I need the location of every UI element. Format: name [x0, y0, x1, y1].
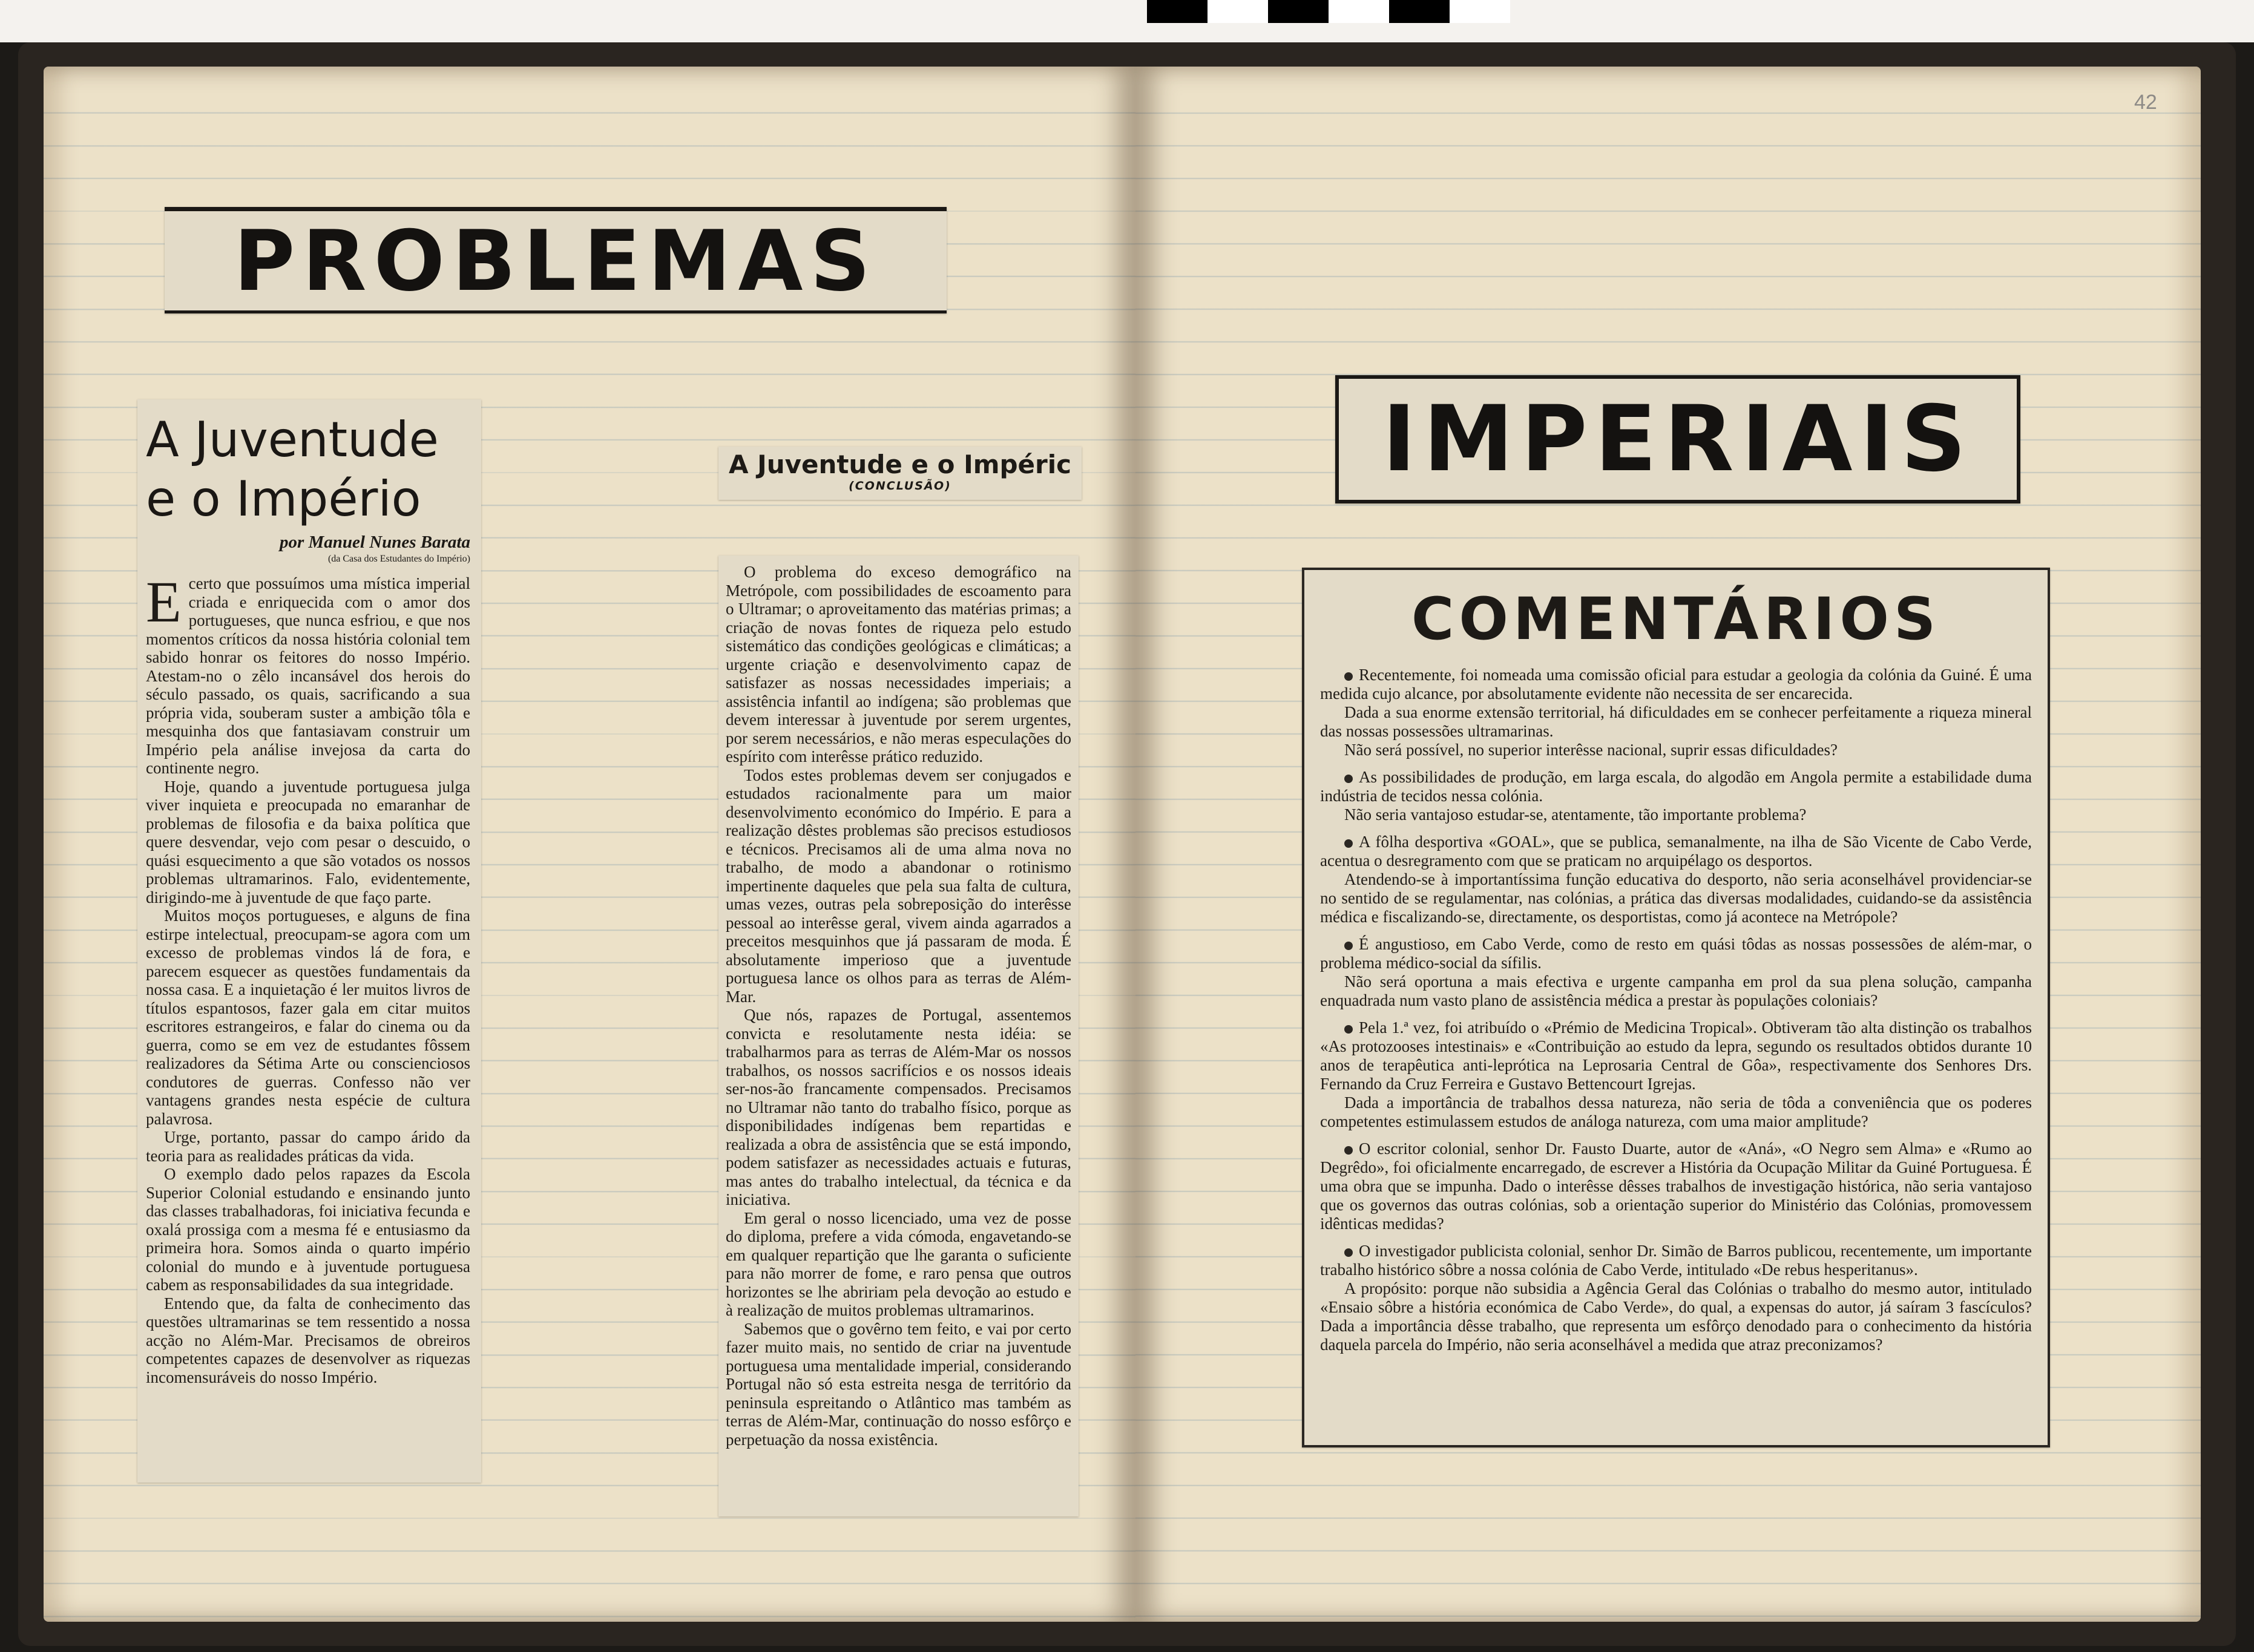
article-body	[146, 569, 470, 1386]
bullet-icon	[1344, 1025, 1353, 1034]
article-byline: por Manuel Nunes Barata	[279, 533, 470, 552]
banner-imperiais	[1335, 375, 2020, 503]
banner-problemas	[165, 207, 947, 313]
article-conclusion-header	[718, 447, 1082, 500]
bullet-icon	[1344, 1248, 1353, 1257]
banner-text: PROBLEMAS	[234, 212, 878, 310]
comment-text: Não será possível, no superior interêsse nacional, suprir essas dificuldades?	[1344, 741, 1838, 759]
conclusion-title: A Juventude e o Impéric	[728, 450, 1072, 479]
article-title	[146, 410, 470, 529]
paragraph: Todos estes problemas devem ser conjugados e estudados racionalmente para um maior desenvolvimento económico do Império. E para a realização dêstes problemas são precisos estudiosos e técnicos. Precisamos ali de uma alma nova no trabalho, de modo a abandonar o rotinismo impertinente daqueles que pela sua falta de cultura, umas vezes, outras pela sobreposição do interêsse pessoal ao interêsse geral, vivem ainda agarrados a preceitos mesquinhos que já passaram de moda. É absolutamente imperioso que a juventude portuguesa lance os olhos para as terras de Além-Mar.	[726, 765, 1071, 1006]
paragraph: Entendo que, da falta de conhecimento das questões ultramarinas se tem ressentido a nossa acção no Além-Mar. Precisamos de obreiros competentes capazes de desenvolver as riquezas incomensuráveis do nosso Império.	[146, 1294, 470, 1386]
bullet-icon	[1344, 942, 1353, 950]
paragraph: O problema do exceso demográfico na Metrópole, com possibilidades de escoamento para o Ultramar; o aproveitamento das matérias primas; a criação de novas fontes de riqueza pelo estudo sistemático das condições geológicas e climáticas; a urgente criação e desenvolvimento capaz de satisfazer as nossas necessidades imperiais; a assistência infantil ao indígena; são problemas que devem interessar à juventude por serem urgentes, por serem necessários, e não meras especulações do espírito com interêsse prático reduzido.	[726, 563, 1071, 765]
comment-item	[1320, 1139, 2032, 1233]
comment-text: Dada a sua enorme extensão territorial, há dificuldades em se conhecer perfeitamente a riqueza mineral das nossas possessões ultramarinas.	[1320, 703, 2032, 740]
scan-background-strip	[0, 0, 2254, 42]
left-page	[44, 67, 1135, 1622]
paragraph: Sabemos que o govêrno tem feito, e vai por certo fazer muito mais, no sentido de criar na juventude portuguesa uma mentalidade imperial, considerando Portugal não só esta estreita nesga de território da peninsula espreitando o Atlântico mas também as terras de Além-Mar, continuação do nosso esfôrço e perpetuação da nossa existência.	[726, 1319, 1071, 1449]
comment-item	[1320, 1242, 2032, 1354]
comment-item	[1320, 768, 2032, 824]
article-title-line1: A Juventude	[146, 411, 439, 468]
comment-text: Dada a importância de trabalhos dessa natureza, não seria de tôda a conveniência que os poderes competentes estimulassem estudos de análoga natureza, com uma maior amplitude?	[1320, 1093, 2032, 1130]
article-title-line2: e o Império	[146, 471, 421, 527]
paragraph: certo que possuímos uma mística imperial criada e enriquecida com o amor dos portugueses, que nunca esfriou, e que nos momentos críticos da nossa história colonial tem sabido honrar os feitores do nosso Império. Atestam-no o zêlo incansável dos herois do século passado, os quais, sacrificando a sua própria vida, souberam suster a ambição tôla e mesquinha dos que fantasiavam construir um Império pela análise invejosa da carta do continente negro.	[146, 574, 470, 777]
bullet-icon	[1344, 672, 1353, 681]
banner-text: IMPERIAIS	[1382, 387, 1974, 492]
comment-text: As possibilidades de produção, em larga escala, do algodão em Angola permite a estabilidade duma indústria de tecidos nessa colónia.	[1320, 768, 2032, 805]
article-juventude-imperio	[137, 399, 481, 1483]
paragraph: Urge, portanto, passar do campo árido da teoria para as realidades práticas da vida.	[146, 1128, 470, 1165]
right-page	[1135, 67, 2201, 1622]
comment-item	[1320, 935, 2032, 1010]
comment-text: Recentemente, foi nomeada uma comissão oficial para estudar a geologia da colónia da Guiné. É uma medida cujo alcance, por absolutamente evidente não necessita de ser encarecida.	[1320, 666, 2032, 703]
paragraph: O exemplo dado pelos rapazes da Escola Superior Colonial estudando e ensinando junto das classes trabalhadoras, foi iniciativa fecunda e oxalá prossiga com a mesma fé e entusiasmo da primeira hora. Somos ainda o quarto império colonial do mundo e à juventude portuguesa cabem as responsabilidades da sua integridade.	[146, 1165, 470, 1294]
conclusion-subtitle: (CONCLUSÃO)	[849, 479, 951, 493]
comment-text: A propósito: porque não subsidia a Agência Geral das Colónias o trabalho do mesmo autor, intitulado «Ensaio sôbre a história económica de Cabo Verde», do qual, a expensas do autor, já saíram 3 fascículos? Dada a importância dêsse trabalho, que representa um esfôrço denodado para o conhecimento da história daquela parcela do Império, não seria aconselhável a medida que atraz preconizamos?	[1320, 1279, 2032, 1354]
color-calibration-ruler	[1147, 0, 1510, 23]
comment-text: É angustioso, em Cabo Verde, como de resto em quási tôdas as nossas possessões de além-mar, o problema médico-social da sífilis.	[1320, 935, 2032, 972]
comment-text: A fôlha desportiva «GOAL», que se publica, semanalmente, na ilha de São Vicente de Cabo Verde, acentua o desregramento com que se praticam no arquipélago os desportos.	[1320, 833, 2032, 870]
comment-text: O escritor colonial, senhor Dr. Fausto Duarte, autor de «Aná», «O Negro sem Alma» e «Rumo ao Degrêdo», foi oficialmente encarregado, de escrever a História da Ocupação Militar da Guiné Portuguesa. É uma obra que se impunha. Dado o interêsse dêsses trabalhos de investigação histórica, não seria vantajoso que os governos das outras colónias, sob a orientação superior do Ministério das Colónias, promovessem idênticas medidas?	[1320, 1139, 2032, 1233]
bullet-icon	[1344, 775, 1353, 783]
article-conclusion-body	[718, 556, 1079, 1516]
comment-item	[1320, 666, 2032, 759]
scrapbook	[18, 42, 2236, 1646]
comment-text: Pela 1.ª vez, foi atribuído o «Prémio de Medicina Tropical». Obtiveram tão alta distinção os trabalhos «As protozooses intestinais» e «Contribuição ao estudo da lepra, segundo os resultados obtidos durante 10 anos de terapêutica anti-leprótica na Leprosaria Central de Gôa», respectivamente dos Senhores Drs. Fernando da Cruz Ferreira e Gustavo Bettencourt Igrejas.	[1320, 1018, 2032, 1093]
conclusion-body	[726, 563, 1071, 1449]
comentarios-title: COMENTÁRIOS	[1411, 585, 1941, 653]
comment-text: O investigador publicista colonial, senhor Dr. Simão de Barros publicou, recentemente, um importante trabalho histórico sôbre a nossa colónia de Cabo Verde, intitulado «De rebus hesperitanus».	[1320, 1242, 2032, 1279]
paragraph: Que nós, rapazes de Portugal, assentemos convicta e resolutamente nesta idéia: se trabalharmos para as terras de Além-Mar os nossos trabalhos, os nossos sacrifícios e os nossos ideais ser-nos-ão francamente compensados. Precisamos no Ultramar não tanto do trabalho físico, porque as disponibilidades indígenas bem repartidas e realizada a obra de assistência que se está impondo, podem satisfazer as necessidades actuais e futuras, mas antes do trabalho intelectual, da técnica e da iniciativa.	[726, 1006, 1071, 1208]
comment-item	[1320, 1018, 2032, 1131]
bullet-icon	[1344, 839, 1353, 848]
comment-text: Não será oportuna a mais efectiva e urgente campanha em prol da sua plena solução, campanha enquadrada num vasto plano de assistência médica a prestar às populações coloniais?	[1320, 972, 2032, 1009]
page-number: 42	[2134, 91, 2157, 114]
comment-text: Atendendo-se à importantíssima função educativa do desporto, não seria aconselhável providenciar-se no sentido de se regulamentar, nas colónias, a prática das diversas modalidades, cuidando-se da assistência médica e fiscalizando-se, directamente, os desportistas, como já acontece na Metrópole?	[1320, 870, 2032, 926]
article-affiliation: (da Casa dos Estudantes do Império)	[327, 554, 470, 564]
comentarios-body	[1320, 666, 2032, 1354]
comment-text: Não seria vantajoso estudar-se, atentamente, tão importante problema?	[1344, 805, 1807, 824]
paragraph: Em geral o nosso licenciado, uma vez de posse do diploma, prefere a vida cómoda, engavetando-se em qualquer repartição que lhe garanta o suficiente para não morrer de fome, e raro pensa que outros horizontes se lhe abririam pela devoção ao estudo e à realização de muitos problemas ultramarinos.	[726, 1208, 1071, 1319]
paragraph: Muitos moços portugueses, e alguns de fina estirpe intelectual, preocupam-se agora com um excesso de problemas vindos lá de fora, e parecem esquecer as questões fundamentais da nossa casa. E a inquietação é ler muitos livros de títulos espantosos, fazer gala em citar muitos escritores estrangeiros, e falar do cinema ou da guerra, como se em vez de estudantes fôssem realizadores da Sétima Arte ou conscienciosos condutores de guerras. Confesso não ver vantagens grandes nesta espécie de cultura palavrosa.	[146, 906, 470, 1128]
drop-cap: E	[146, 569, 182, 634]
comment-item	[1320, 833, 2032, 926]
comentarios-box	[1302, 568, 2050, 1447]
bullet-icon	[1344, 1146, 1353, 1155]
paragraph: Hoje, quando a juventude portuguesa julga viver inquieta e preocupada no emaranhar de problemas de filosofia e da baixa política que quere desvendar, vejo com pesar o descuido, o quási esquecimento a que são votados os nossos problemas ultramarinos. Falo, evidentemente, dirigindo-me à juventude de que faço parte.	[146, 777, 470, 906]
